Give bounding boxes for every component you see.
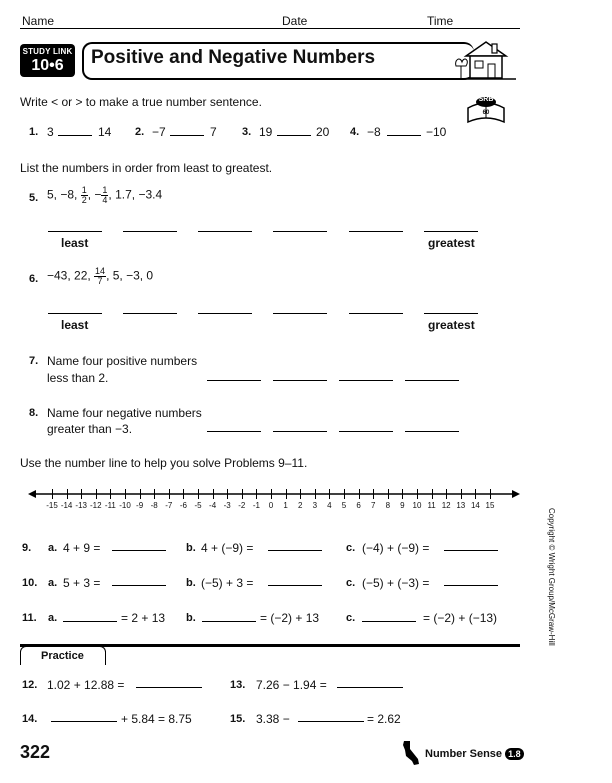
problem-6-numbers (47, 267, 153, 286)
answer-blank[interactable] (268, 550, 322, 551)
time-label: Time (427, 14, 454, 28)
footer-section (425, 748, 524, 760)
answer-blank[interactable] (198, 313, 252, 314)
number-line-label: -7 (165, 501, 173, 510)
number-line-label: -14 (60, 501, 73, 510)
part-label: a. (48, 577, 58, 589)
part-label: a. (48, 542, 58, 554)
problem-number: 10. (22, 577, 38, 589)
footer-section-name: Number Sense (425, 748, 503, 760)
problem-number: 2. (135, 126, 145, 138)
number-line-tick (140, 489, 141, 499)
answer-blank[interactable] (48, 313, 102, 314)
number-line-label: -15 (46, 501, 58, 510)
answer-blank[interactable] (337, 687, 403, 688)
equation-a: 5 + 3 = (63, 576, 101, 590)
number-line-label: -9 (136, 501, 144, 510)
problem-left: −7 (152, 125, 166, 139)
answer-blank[interactable] (207, 431, 261, 432)
study-link-badge (20, 44, 75, 77)
number-line-label: 2 (297, 501, 303, 510)
p5-text-b: , − (87, 187, 102, 202)
fraction-denominator: 2 (81, 195, 87, 205)
answer-blank[interactable] (273, 231, 327, 232)
number-line-label: -11 (104, 501, 116, 510)
answer-blank[interactable] (362, 621, 416, 622)
part-label: c. (346, 542, 356, 554)
house-icon (452, 36, 520, 82)
number-line-tick (154, 489, 155, 499)
number-line-label: -6 (179, 501, 187, 510)
number-line-tick (169, 489, 170, 499)
problem-number: 13. (230, 679, 246, 691)
number-line-tick (446, 489, 447, 499)
problem-14-text: + 5.84 = 8.75 (121, 712, 192, 726)
number-line-tick (315, 489, 316, 499)
number-line-label: 9 (400, 501, 405, 510)
problem-8-line2: greater than −3. (47, 422, 133, 436)
problem-left: 3 (47, 125, 54, 139)
problem-left: 19 (259, 125, 273, 139)
number-line-tick (286, 489, 287, 499)
answer-blank[interactable] (349, 313, 403, 314)
answer-blank[interactable] (277, 135, 311, 136)
greatest-label: greatest (428, 236, 475, 250)
problem-15-text-a: 3.38 − (256, 712, 290, 726)
least-label: least (61, 236, 89, 250)
answer-blank[interactable] (63, 621, 117, 622)
number-line-tick (256, 489, 257, 499)
number-line-tick (198, 489, 199, 499)
problem-7-line2: less than 2. (47, 371, 109, 385)
practice-label: Practice (41, 650, 84, 662)
problem-number: 12. (22, 679, 38, 691)
number-line-label: -1 (252, 501, 260, 510)
number-line-tick (475, 489, 476, 499)
answer-blank[interactable] (123, 313, 177, 314)
answer-blank[interactable] (444, 585, 498, 586)
fraction-denominator: 7 (97, 276, 103, 286)
number-line-tick (67, 489, 68, 499)
part-label: c. (346, 612, 356, 624)
answer-blank[interactable] (123, 231, 177, 232)
answer-blank[interactable] (170, 135, 204, 136)
number-line-label: 6 (356, 501, 361, 510)
answer-blank[interactable] (405, 431, 459, 432)
section3-instruction: Use the number line to help you solve Problems 9–11. (20, 456, 308, 470)
p6-text-a: −43, 22, (47, 268, 95, 283)
srb-page: 60 (482, 110, 490, 116)
problem-number: 3. (242, 126, 252, 138)
answer-blank[interactable] (112, 585, 166, 586)
number-line-label: 14 (470, 501, 480, 510)
number-line-label: -13 (75, 501, 87, 510)
answer-blank[interactable] (273, 431, 327, 432)
number-line-label: 1 (283, 501, 288, 510)
problem-number: 9. (22, 542, 32, 554)
number-line-tick (52, 489, 53, 499)
badge-number: 10•6 (31, 57, 64, 74)
problem-number: 14. (22, 713, 38, 725)
greatest-label: greatest (428, 318, 475, 332)
equation-c: = (−2) + (−13) (423, 611, 498, 625)
answer-blank[interactable] (273, 313, 327, 314)
problem-right: 20 (316, 125, 330, 139)
part-label: a. (48, 612, 58, 624)
name-label: Name (22, 14, 55, 28)
page-title: Positive and Negative Numbers (91, 47, 376, 68)
number-line-tick (213, 489, 214, 499)
number-line-tick (329, 489, 330, 499)
number-line-label: -2 (238, 501, 246, 510)
equation-b: (−5) + 3 = (201, 576, 254, 590)
section2-instruction: List the numbers in order from least to greatest. (20, 161, 273, 175)
answer-blank[interactable] (136, 687, 202, 688)
problem-12-text: 1.02 + 12.88 = (47, 678, 125, 692)
number-line-tick (359, 489, 360, 499)
answer-blank[interactable] (424, 313, 478, 314)
number-line-label: 8 (385, 501, 391, 510)
answer-blank[interactable] (405, 380, 459, 381)
equation-c: (−5) + (−3) = (362, 576, 430, 590)
number-line-tick (388, 489, 389, 499)
part-label: c. (346, 577, 356, 589)
number-line-tick (417, 489, 418, 499)
answer-blank[interactable] (387, 135, 421, 136)
badge-line1: STUDY LINK (22, 47, 73, 56)
answer-blank[interactable] (339, 380, 393, 381)
number-line-tick (81, 489, 82, 499)
problem-number: 15. (230, 713, 246, 725)
answer-blank[interactable] (444, 550, 498, 551)
number-line-tick (96, 489, 97, 499)
number-line-tick (461, 489, 462, 499)
p5-text-c: , 1.7, −3.4 (108, 187, 163, 202)
fraction-denominator: 4 (102, 195, 108, 205)
page-number: 322 (20, 742, 51, 762)
number-line-label: 10 (412, 501, 422, 510)
answer-blank[interactable] (273, 380, 327, 381)
fraction-numerator: 1 (81, 185, 87, 195)
fraction-one-half (81, 186, 88, 205)
part-label: b. (186, 612, 196, 624)
number-line-tick (373, 489, 374, 499)
answer-blank[interactable] (48, 231, 102, 232)
problem-number: 7. (29, 355, 39, 367)
answer-blank[interactable] (339, 431, 393, 432)
number-line-tick (271, 489, 272, 499)
equation-a: = 2 + 13 (121, 611, 166, 625)
problem-5-numbers (47, 186, 162, 205)
number-line-tick (125, 489, 126, 499)
problem-right: 7 (210, 125, 217, 139)
answer-blank[interactable] (268, 585, 322, 586)
number-line-tick (432, 489, 433, 499)
number-line-tick (227, 489, 228, 499)
number-line-label: 5 (341, 501, 347, 510)
p6-text-b: , 5, −3, 0 (106, 268, 154, 283)
answer-blank[interactable] (198, 231, 252, 232)
answer-blank[interactable] (349, 231, 403, 232)
equation-c: (−4) + (−9) = (362, 541, 430, 555)
problem-7-line1: Name four positive numbers (47, 354, 198, 368)
problem-number: 1. (29, 126, 39, 138)
header-line (20, 28, 520, 29)
problem-15-text-b: = 2.62 (367, 712, 401, 726)
number-line-label: 13 (456, 501, 466, 510)
number-line-label: -3 (223, 501, 231, 510)
srb-book-icon (466, 94, 506, 126)
number-line-label: 4 (327, 501, 332, 510)
number-line-label: 7 (370, 501, 376, 510)
number-line-tick (300, 489, 301, 499)
number-line-label: 15 (485, 501, 495, 510)
answer-blank[interactable] (51, 721, 117, 722)
number-line-tick (344, 489, 345, 499)
number-line-label: -4 (209, 501, 217, 510)
problem-number: 6. (29, 273, 39, 285)
number-line-label: 3 (312, 501, 318, 510)
number-line-tick (242, 489, 243, 499)
number-line-label: -5 (194, 501, 202, 510)
problem-number: 8. (29, 407, 39, 419)
answer-blank[interactable] (202, 621, 256, 622)
number-line-tick (490, 489, 491, 499)
part-label: b. (186, 542, 196, 554)
fraction-numerator: 1 (102, 185, 108, 195)
equation-b: = (−2) + 13 (260, 611, 320, 625)
fraction-numerator: 14 (95, 266, 106, 276)
part-label: b. (186, 577, 196, 589)
section1-instruction: Write < or > to make a true number sentence. (20, 95, 262, 109)
number-line-label: -10 (119, 501, 131, 510)
problem-left: −8 (367, 125, 381, 139)
answer-blank[interactable] (424, 231, 478, 232)
problem-number: 5. (29, 192, 39, 204)
equation-b: 4 + (−9) = (201, 541, 254, 555)
least-label: least (61, 318, 89, 332)
footer-code-badge: 1.8 (505, 748, 524, 760)
date-label: Date (282, 14, 308, 28)
problem-right: −10 (426, 125, 447, 139)
number-line-tick (183, 489, 184, 499)
number-line-tick (110, 489, 111, 499)
california-state-icon (402, 740, 420, 766)
answer-blank[interactable] (298, 721, 364, 722)
fraction-fourteen-sevenths (94, 267, 106, 286)
number-line-label: 0 (268, 501, 274, 510)
number-line-label: -12 (90, 501, 102, 510)
problem-13-text: 7.26 − 1.94 = (256, 678, 327, 692)
problem-8-line1: Name four negative numbers (47, 406, 202, 420)
number-line-tick (402, 489, 403, 499)
answer-blank[interactable] (207, 380, 261, 381)
srb-label: SRB (478, 96, 494, 103)
answer-blank[interactable] (58, 135, 92, 136)
number-line-label: -8 (150, 501, 158, 510)
problem-number: 4. (350, 126, 360, 138)
copyright-notice: Copyright © Wright Group/McGraw-Hill (547, 508, 556, 646)
number-line-label: 12 (441, 501, 451, 510)
number-line-label: 11 (427, 501, 436, 510)
answer-blank[interactable] (112, 550, 166, 551)
p5-text-a: 5, −8, (47, 187, 81, 202)
equation-a: 4 + 9 = (63, 541, 101, 555)
problem-right: 14 (98, 125, 112, 139)
problem-number: 11. (22, 612, 37, 624)
